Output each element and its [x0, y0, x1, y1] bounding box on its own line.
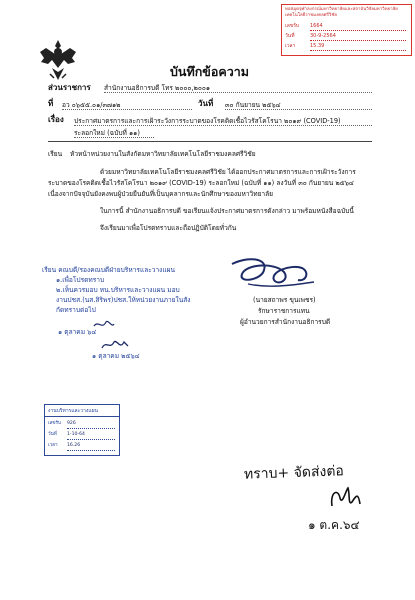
header-divider	[48, 141, 372, 142]
body-para1-line3: เนื่องจากปัจจุบันยังคงพบผู้ป่วยยืนยันที่เป็นบุคลากรและนักศึกษาของมหาวิทยาลัย	[48, 190, 274, 198]
department-stamp-time-value: 16.26	[67, 442, 115, 451]
salutation-label: เรียน	[48, 150, 63, 158]
subject-line-2: ระลอกใหม่ (ฉบับที่ ๑๑)	[74, 129, 154, 138]
annotation-date-2: ๑ ตุลาคม ๒๕๖๔	[92, 352, 140, 360]
department-stamp-number-value: 926	[67, 420, 115, 429]
receiving-stamp	[281, 4, 412, 56]
annotation-line-2: ๑.เพื่อโปรดทราบ	[56, 276, 105, 284]
garuda-emblem-icon	[38, 38, 78, 82]
department-stamp-time-label: เวลา	[48, 443, 58, 448]
annotation-line-1: เรียน คณบดี/รองคณบดีฝ่ายบริหารและวางแผน	[42, 266, 176, 274]
annotation-date-1: ๑ ตุลาคม ๖๔	[58, 328, 97, 336]
annotation-line-3: ๒.เห็นควรมอบ หน.บริหารและวางแผน มอบ	[56, 286, 180, 294]
department-stamp-date-label: วันที่	[48, 432, 57, 437]
signature-mark	[228, 254, 318, 294]
signer-position-2: ผู้อำนวยการสำนักงานอธิการบดี	[240, 318, 331, 326]
department-stamp-date-value: 1-10-64	[67, 431, 115, 440]
stamp-row-date-label: วันที่	[285, 33, 295, 39]
handwritten-initials	[326, 484, 366, 512]
signer-name: (นายสถาพร ขุนเพชร)	[253, 296, 316, 304]
annotation-initials-1	[92, 315, 116, 327]
department-stamp-title: งานบริหารและวางแผน	[48, 408, 98, 414]
agency-value: สำนักงานอธิการบดี โทร ๒๐๐๐,๒๐๐๑	[104, 84, 372, 93]
annotation-line-4: งานปชส.(นส.สิริพร)ปชส.ให้หน่วยงานภายในสัง	[56, 296, 191, 304]
ref-label: ที่	[48, 99, 54, 108]
stamp-title: หอสมุดจุฬาลงกรณ์มหาวิทยาลัยและสถาบันวิจัยมหาวิทยาลัยเทคโนโลยีราชมงคลศรีวิชัย	[285, 7, 398, 18]
annotation-initials-2	[100, 337, 130, 351]
handwritten-date: ๑ ต.ค.๖๔	[308, 518, 360, 532]
date-value: ๓๐ กันยายน ๒๕๖๔	[225, 101, 372, 110]
ref-value: อว ๐๖๕๕.๐๑/๓๗๑๒	[62, 101, 192, 110]
annotation-line-5: กัดทราบต่อไป	[56, 306, 96, 314]
body-para1-line1: ด้วยมหาวิทยาลัยเทคโนโลยีราชมงคลศรีวิชัย ได้ออกประกาศมาตรการและการเฝ้าระวังการ	[100, 168, 356, 176]
stamp-row-number-label: เลขรับ	[285, 23, 300, 29]
subject-line-1: ประกาศมาตรการและการเฝ้าระวังการระบาดของโรคติดเชื้อไวรัสโคโรนา ๒๐๑๙ (COVID-19)	[74, 117, 372, 126]
date-label: วันที่	[198, 99, 214, 108]
body-para2: ในการนี้ สำนักงานอธิการบดี ขอเรียนแจ้งประกาศมาตรการดังกล่าว มาพร้อมหนังสือฉบับนี้	[100, 207, 354, 215]
department-stamp-number-label: เลขรับ	[48, 421, 61, 426]
handwritten-note: ทราบ+ จัดส่งต่อ	[243, 463, 345, 483]
stamp-row-time-value: 15.39	[310, 42, 406, 51]
stamp-row-date-value: 30-9-2564	[310, 32, 406, 41]
body-para1-line2: ระบาดของโรคติดเชื้อไวรัสโคโรนา ๒๐๑๙ (COVID-19) ระลอกใหม่ (ฉบับที่ ๑๑) ลงวันที่ ๓๐ กันยายน ๒๕๖๔	[48, 179, 354, 187]
signer-position-1: รักษาราชการแทน	[258, 307, 310, 315]
stamp-row-time-label: เวลา	[285, 43, 296, 49]
department-stamp	[44, 404, 120, 456]
agency-label: ส่วนราชการ	[48, 83, 91, 92]
body-para3: จึงเรียนมาเพื่อโปรดทราบและถือปฏิบัติโดยทั่วกัน	[100, 224, 237, 232]
document-title: บันทึกข้อความ	[170, 64, 249, 79]
department-stamp-divider	[45, 416, 119, 417]
subject-label: เรื่อง	[48, 115, 64, 124]
stamp-row-number-value: 1664	[310, 22, 406, 31]
salutation-value: หัวหน้าหน่วยงานในสังกัดมหาวิทยาลัยเทคโนโลยีราชมงคลศรีวิชัย	[70, 150, 256, 158]
